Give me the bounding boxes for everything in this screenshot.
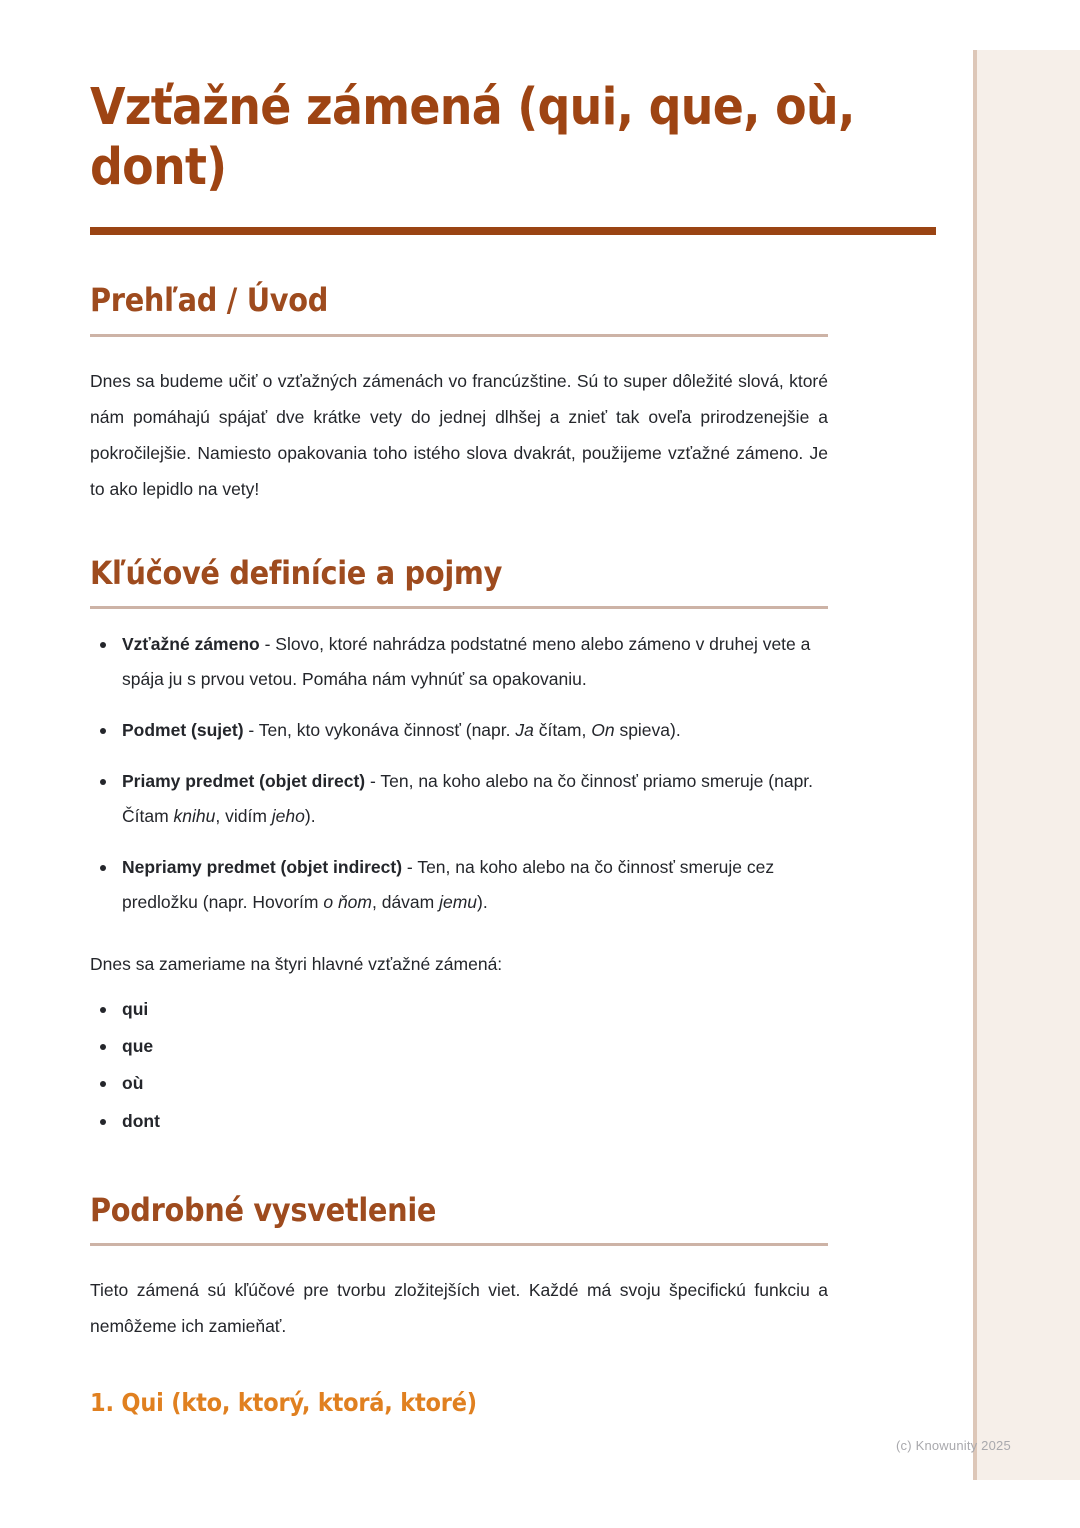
definition-example: jemu bbox=[439, 891, 478, 912]
definition-example: On bbox=[591, 719, 615, 740]
pronoun-item: où bbox=[90, 1070, 850, 1097]
definition-example: jeho bbox=[271, 805, 305, 826]
definition-term: Priamy predmet (objet direct) bbox=[122, 770, 366, 791]
decorative-side-panel bbox=[973, 50, 1080, 1480]
explanation-paragraph: Tieto zámená sú kľúčové pre tvorbu zložitejších viet. Každé má svoju špecifickú funkciu a nemôžeme ich zamieňať. bbox=[90, 1280, 828, 1337]
definition-example: Ja bbox=[515, 719, 534, 740]
definition-example: knihu bbox=[173, 805, 216, 826]
sub-heading-qui: 1. Qui (kto, ktorý, ktorá, ktoré) bbox=[90, 1387, 477, 1417]
definition-item: Vzťažné zámeno - Slovo, ktoré nahrádza podstatné meno alebo zámeno v druhej vete a spája ju s prvou vetou. Pomáha nám vyhnúť sa opakovaniu. bbox=[90, 627, 850, 697]
definition-item: Priamy predmet (objet direct) - Ten, na koho alebo na čo činnosť priamo smeruje (napr. Čítam knihu, vidím jeho). bbox=[90, 764, 850, 834]
section-heading-explanation: Podrobné vysvetlenie bbox=[90, 1190, 437, 1229]
document-page bbox=[90, 0, 938, 1418]
definition-term: Nepriamy predmet (objet indirect) bbox=[122, 856, 403, 877]
pronoun-item: qui bbox=[90, 996, 850, 1023]
definition-item: Nepriamy predmet (objet indirect) - Ten, na koho alebo na čo činnosť smeruje cez predložku (napr. Hovorím o ňom, dávam jemu). bbox=[90, 850, 850, 920]
definitions-lead-in: Dnes sa zameriame na štyri hlavné vzťažné zámená: bbox=[90, 953, 503, 974]
title-divider bbox=[90, 227, 936, 235]
definition-item: Podmet (sujet) - Ten, kto vykonáva činnosť (napr. Ja čítam, On spieva). bbox=[90, 713, 850, 748]
section-heading-definitions: Kľúčové definície a pojmy bbox=[90, 553, 503, 592]
overview-paragraph: Dnes sa budeme učiť o vzťažných zámenách vo francúzštine. Sú to super dôležité slová, ktoré nám pomáhajú spájať dve krátke vety do jednej dlhšej a znieť tak oveľa prirodzenejšie a pokročilejšie. Namiesto opakovania toho istého slova dvakrát, použijeme vzťažné zámeno. Je to ako lepidlo na vety! bbox=[90, 370, 828, 500]
definitions-list bbox=[90, 609, 850, 920]
footer-watermark: (c) Knowunity 2025 bbox=[896, 1438, 1011, 1453]
pronoun-item: que bbox=[90, 1033, 850, 1060]
pronoun-list bbox=[90, 982, 850, 1135]
definition-term: Podmet (sujet) bbox=[122, 719, 244, 740]
pronoun-item: dont bbox=[90, 1108, 850, 1135]
section-heading-overview: Prehľad / Úvod bbox=[90, 281, 329, 320]
definition-example: o ňom bbox=[323, 891, 372, 912]
definition-term: Vzťažné zámeno bbox=[122, 633, 260, 654]
page-title: Vzťažné zámená (qui, que, où, dont) bbox=[90, 78, 855, 197]
